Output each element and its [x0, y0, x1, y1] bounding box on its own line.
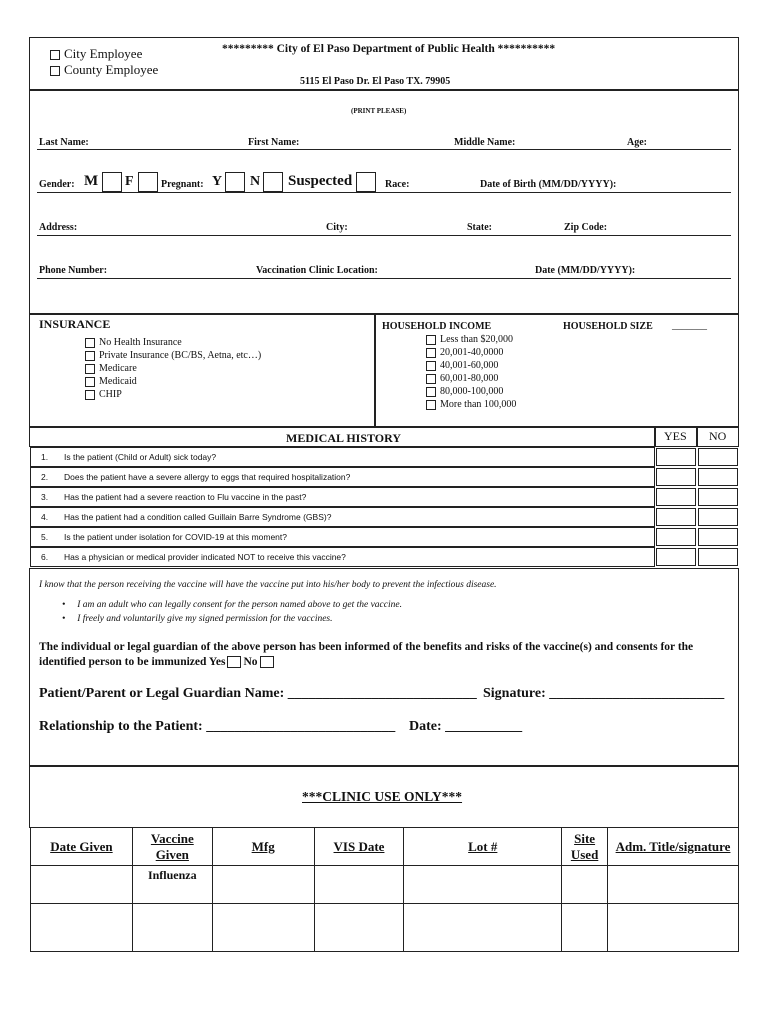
signature-cell[interactable]: [608, 866, 739, 904]
consent-statement: The individual or legal guardian of the above person has been informed of the benefits and risks of the vaccine(s) and consents for the identified person to be immunized Yes No: [39, 641, 694, 668]
insurance-option-private[interactable]: Private Insurance (BC/BS, Aetna, etc…): [85, 349, 261, 362]
middle-name-label: Middle Name:: [454, 137, 516, 148]
consent-bullet: • I freely and voluntarily give my signed permission for the vaccines.: [62, 614, 333, 624]
relationship-field[interactable]: Relationship to the Patient: ___________________________: [39, 719, 396, 734]
consent-bullet: • I am an adult who can legally consent for the person named above to get the vaccine.: [62, 600, 402, 610]
address-label: Address:: [39, 222, 78, 233]
checkbox-icon[interactable]: [426, 348, 436, 358]
checkbox-icon[interactable]: [85, 338, 95, 348]
no-checkbox[interactable]: [698, 528, 738, 546]
consent-intro: I know that the person receiving the vaccine will have the vaccine put into his/her body to prevent the infectious disease.: [39, 580, 497, 590]
no-checkbox[interactable]: [698, 488, 738, 506]
history-row: 1. Is the patient (Child or Adult) sick today?: [30, 447, 655, 467]
pregnant-n-label: N: [250, 174, 261, 189]
header-date-given: Date Given: [31, 828, 133, 866]
yes-checkbox[interactable]: [656, 488, 696, 506]
vis-date-cell[interactable]: [314, 904, 404, 952]
pregnant-n-checkbox[interactable]: [263, 172, 283, 192]
table-row: [31, 866, 739, 904]
clinic-location-label: Vaccination Clinic Location:: [256, 265, 378, 276]
city-employee-option[interactable]: City Employee: [50, 46, 158, 62]
checkbox-icon[interactable]: [50, 66, 60, 76]
yes-checkbox[interactable]: [656, 508, 696, 526]
checkbox-icon[interactable]: [85, 377, 95, 387]
insurance-options: [85, 336, 261, 401]
yes-checkbox[interactable]: [656, 548, 696, 566]
pregnant-label: Pregnant:: [161, 179, 204, 190]
insurance-option-medicaid[interactable]: Medicaid: [85, 375, 261, 388]
checkbox-icon[interactable]: [426, 374, 436, 384]
city-label: City:: [326, 222, 348, 233]
checkbox-icon[interactable]: [50, 50, 60, 60]
income-option[interactable]: 20,001-40,0000: [426, 346, 516, 359]
history-row: 5. Is the patient under isolation for COVID-19 at this moment?: [30, 527, 655, 547]
lot-cell[interactable]: [404, 904, 562, 952]
medical-history-title: MEDICAL HISTORY: [286, 431, 402, 445]
insurance-title: INSURANCE: [39, 317, 111, 331]
lot-cell[interactable]: [404, 866, 562, 904]
consent-no-checkbox[interactable]: [260, 656, 274, 668]
history-row: 3. Has the patient had a severe reaction to Flu vaccine in the past?: [30, 487, 655, 507]
header-mfg: Mfg: [212, 828, 314, 866]
age-label: Age:: [627, 137, 647, 148]
table-row: [31, 904, 739, 952]
zip-label: Zip Code:: [564, 222, 608, 233]
header-site-used: Site Used: [562, 828, 608, 866]
department-title: ********* City of El Paso Department of Public Health **********: [222, 43, 556, 55]
mfg-cell[interactable]: [212, 904, 314, 952]
header-vis-date: VIS Date: [314, 828, 404, 866]
yes-checkbox[interactable]: [656, 468, 696, 486]
household-income-title: HOUSEHOLD INCOME: [382, 321, 492, 332]
vis-date-cell[interactable]: [314, 866, 404, 904]
clinic-title: ***CLINIC USE ONLY***: [302, 789, 463, 804]
gender-label: Gender:: [39, 179, 75, 190]
income-option[interactable]: Less than $20,000: [426, 333, 516, 346]
checkbox-icon[interactable]: [426, 387, 436, 397]
phone-line[interactable]: [37, 278, 731, 279]
dob-label: Date of Birth (MM/DD/YYYY):: [480, 179, 617, 190]
household-size-title: HOUSEHOLD SIZE: [563, 321, 653, 332]
income-option[interactable]: 80,000-100,000: [426, 385, 516, 398]
insurance-option-chip[interactable]: CHIP: [85, 388, 261, 401]
patient-info-box: [29, 90, 739, 314]
vaccine-cell[interactable]: [132, 904, 212, 952]
employee-options: [50, 46, 158, 78]
consent-bullets: [62, 598, 402, 626]
history-row: 2. Does the patient have a severe allergy to eggs that required hospitalization?: [30, 467, 655, 487]
address-line[interactable]: [37, 235, 731, 236]
yes-checkbox[interactable]: [656, 448, 696, 466]
checkbox-icon[interactable]: [85, 351, 95, 361]
pregnant-y-checkbox[interactable]: [225, 172, 245, 192]
household-size-field[interactable]: _______: [672, 320, 707, 331]
no-checkbox[interactable]: [698, 448, 738, 466]
yes-header-label: YES: [664, 429, 687, 443]
department-address: 5115 El Paso Dr. El Paso TX. 79905: [300, 76, 451, 87]
history-row: 4. Has the patient had a condition called Guillain Barre Syndrome (GBS)?: [30, 507, 655, 527]
first-name-label: First Name:: [248, 137, 300, 148]
pregnant-y-label: Y: [212, 174, 223, 189]
no-checkbox[interactable]: [698, 508, 738, 526]
bullet-icon: •: [62, 614, 66, 624]
no-checkbox[interactable]: [698, 548, 738, 566]
no-checkbox[interactable]: [698, 468, 738, 486]
bullet-icon: •: [62, 600, 66, 610]
state-label: State:: [467, 222, 492, 233]
checkbox-icon[interactable]: [426, 335, 436, 345]
last-name-label: Last Name:: [39, 137, 89, 148]
header-lot: Lot #: [404, 828, 562, 866]
income-option[interactable]: 40,001-60,000: [426, 359, 516, 372]
no-header-label: NO: [709, 429, 727, 443]
guardian-name-field[interactable]: Patient/Parent or Legal Guardian Name: ___________________________: [39, 686, 477, 701]
suspected-checkbox[interactable]: [356, 172, 376, 192]
date-label: Date (MM/DD/YYYY):: [535, 265, 636, 276]
date-given-cell[interactable]: [31, 904, 133, 952]
gender-f-checkbox[interactable]: [138, 172, 158, 192]
insurance-option-none[interactable]: No Health Insurance: [85, 336, 261, 349]
gender-m-label: M: [84, 173, 99, 189]
income-option[interactable]: More than 100,000: [426, 398, 516, 411]
gender-line[interactable]: [37, 192, 731, 193]
print-please: (PRINT PLEASE): [351, 107, 407, 115]
checkbox-icon[interactable]: [85, 364, 95, 374]
mfg-cell[interactable]: [212, 866, 314, 904]
checkbox-icon[interactable]: [426, 400, 436, 410]
consent-yes-checkbox[interactable]: [227, 656, 241, 668]
insurance-option-medicare[interactable]: Medicare: [85, 362, 261, 375]
site-cell[interactable]: [562, 866, 608, 904]
clinic-header-row: [31, 828, 739, 866]
clinic-table: [30, 827, 739, 952]
header-adm-signature: Adm. Title/signature: [608, 828, 739, 866]
race-label: Race:: [385, 179, 410, 190]
consent-date-field[interactable]: Date: ___________: [409, 719, 523, 734]
checkbox-icon[interactable]: [426, 361, 436, 371]
signature-field[interactable]: Signature: _________________________: [483, 686, 725, 701]
checkbox-icon[interactable]: [85, 390, 95, 400]
suspected-label: Suspected: [288, 173, 353, 189]
date-given-cell[interactable]: [31, 866, 133, 904]
vaccine-cell: Influenza: [132, 866, 212, 904]
county-employee-option[interactable]: County Employee: [50, 62, 158, 78]
gender-f-label: F: [125, 174, 134, 189]
header-vaccine-given: Vaccine Given: [132, 828, 212, 866]
site-cell[interactable]: [562, 904, 608, 952]
phone-label: Phone Number:: [39, 265, 108, 276]
gender-m-checkbox[interactable]: [102, 172, 122, 192]
yes-checkbox[interactable]: [656, 528, 696, 546]
income-option[interactable]: 60,001-80,000: [426, 372, 516, 385]
income-options: [426, 333, 516, 411]
signature-cell[interactable]: [608, 904, 739, 952]
history-row: 6. Has a physician or medical provider indicated NOT to receive this vaccine?: [30, 547, 655, 567]
name-line[interactable]: [37, 149, 731, 150]
